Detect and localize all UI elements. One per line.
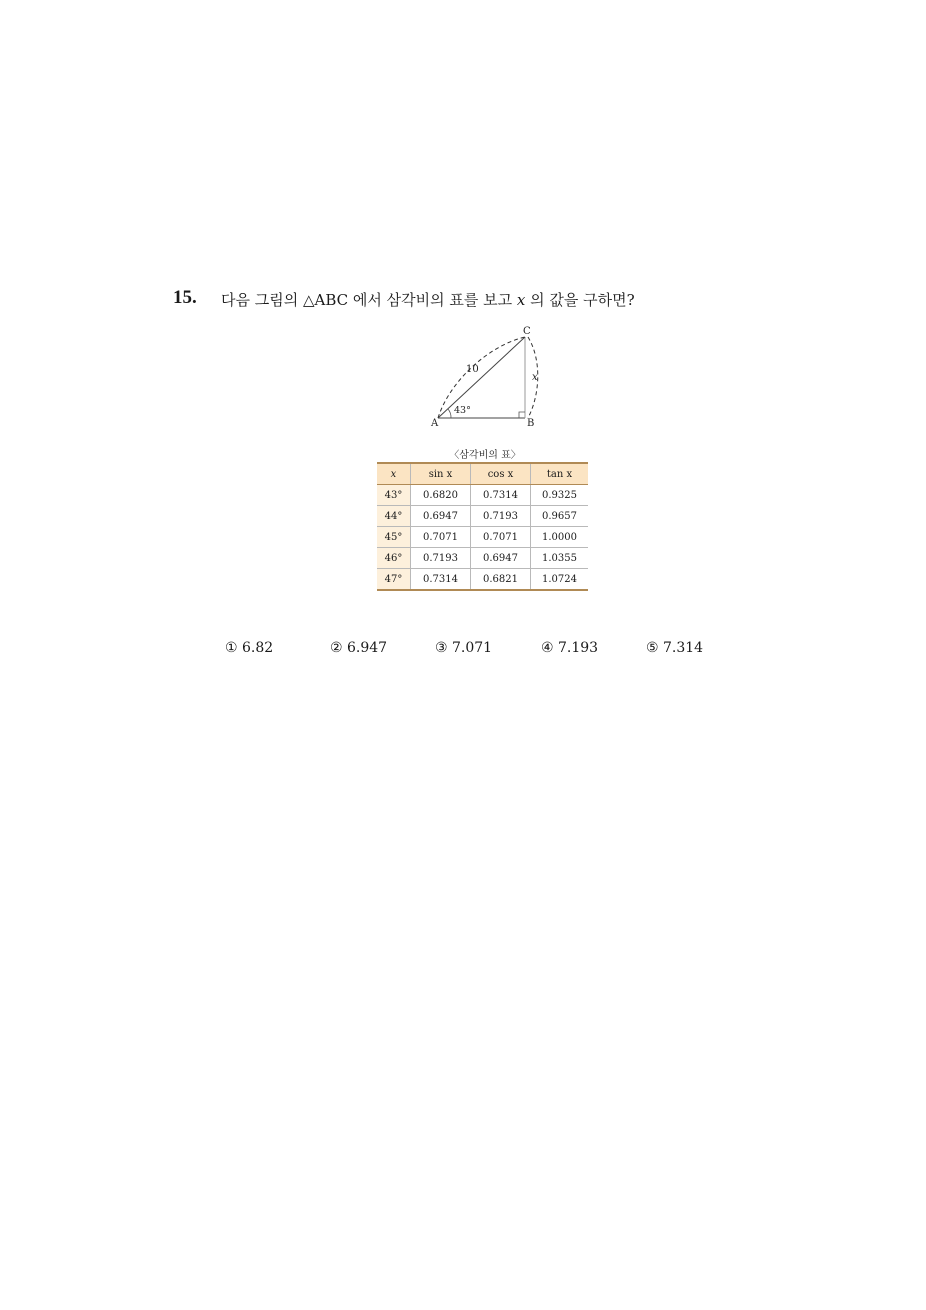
- cell-tan: 0.9657: [531, 506, 589, 527]
- angle-label: 43°: [454, 405, 471, 416]
- header-tan: tan x: [531, 463, 589, 485]
- cell-tan: 1.0355: [531, 548, 589, 569]
- question-text-before: 다음 그림의 △ABC 에서 삼각비의 표를 보고: [221, 291, 517, 309]
- cell-tan: 1.0000: [531, 527, 589, 548]
- table-row: [377, 569, 588, 591]
- table-header-row: [377, 463, 588, 485]
- cell-sin: 0.6820: [411, 485, 471, 506]
- question-text: [221, 289, 635, 310]
- choice-3[interactable]: ③ 7.071: [435, 640, 493, 656]
- question-variable: x: [516, 291, 526, 309]
- right-angle-mark: [519, 412, 525, 418]
- table-row: [377, 506, 588, 527]
- cell-sin: 0.7314: [411, 569, 471, 591]
- choice-2[interactable]: ② 6.947: [330, 640, 388, 656]
- hypotenuse-label: 10: [466, 364, 479, 375]
- choice-1[interactable]: ① 6.82: [225, 640, 274, 656]
- question-number: 15.: [173, 287, 197, 308]
- cell-sin: 0.6947: [411, 506, 471, 527]
- cell-angle: 44°: [377, 506, 411, 527]
- cell-angle: 46°: [377, 548, 411, 569]
- cell-cos: 0.7071: [471, 527, 531, 548]
- header-sin: sin x: [411, 463, 471, 485]
- vertex-a-label: A: [431, 418, 439, 429]
- vertex-c-label: C: [523, 326, 531, 337]
- side-ac: [438, 337, 525, 418]
- trig-table: [377, 462, 588, 591]
- table-row: [377, 485, 588, 506]
- cell-tan: 1.0724: [531, 569, 589, 591]
- cell-cos: 0.7314: [471, 485, 531, 506]
- cell-angle: 45°: [377, 527, 411, 548]
- table-row: [377, 527, 588, 548]
- side-x-label: x: [532, 372, 538, 383]
- vertex-b-label: B: [527, 418, 535, 429]
- triangle-figure: [420, 320, 550, 435]
- cell-sin: 0.7071: [411, 527, 471, 548]
- table-row: [377, 548, 588, 569]
- cell-angle: 43°: [377, 485, 411, 506]
- header-x: x: [377, 463, 411, 485]
- cell-sin: 0.7193: [411, 548, 471, 569]
- cell-cos: 0.6947: [471, 548, 531, 569]
- angle-arc: [448, 409, 451, 418]
- choice-5[interactable]: ⑤ 7.314: [646, 640, 704, 656]
- header-cos: cos x: [471, 463, 531, 485]
- cell-cos: 0.6821: [471, 569, 531, 591]
- cell-cos: 0.7193: [471, 506, 531, 527]
- question-text-after: 의 값을 구하면?: [525, 291, 635, 309]
- cell-angle: 47°: [377, 569, 411, 591]
- choice-4[interactable]: ④ 7.193: [541, 640, 599, 656]
- table-caption: 〈삼각비의 표〉: [449, 450, 521, 461]
- cell-tan: 0.9325: [531, 485, 589, 506]
